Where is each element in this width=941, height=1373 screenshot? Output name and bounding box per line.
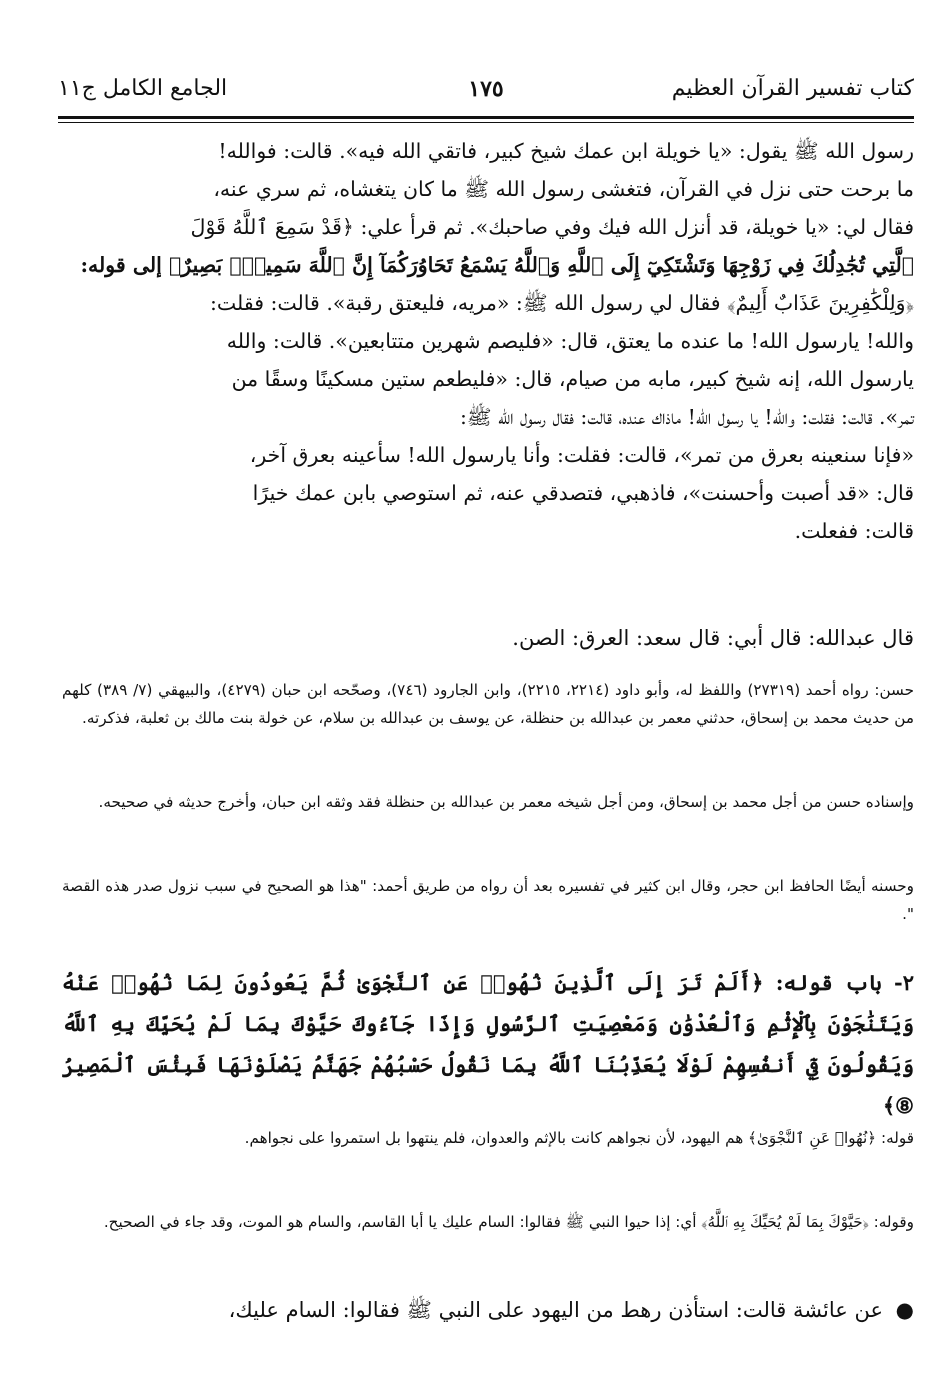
commentary-paragraph-2 [62, 1208, 914, 1236]
page-header [58, 76, 914, 112]
text-line: «فإنا سنعينه بعرق من تمر»، قالت: فقلت: وأنا يارسول الله! سأعينه بعرق آخر، [249, 443, 914, 467]
tahsin-text: وحسنه أيضًا الحافظ ابن حجر، وقال ابن كثير في تفسيره بعد أن رواه من طريق أحمد: "هذا هو الصحيح في سبب نزول صدر هذه القصة ". [62, 877, 914, 923]
tahsin-paragraph [62, 872, 914, 928]
text-line: قالت: ففعلت. [794, 519, 914, 543]
text-line: يارسول الله، إنه شيخ كبير، مابه من صيام، قال: «فليطعم ستين مسكينًا وسقًا من [231, 367, 914, 391]
takhrij-text: حسن: رواه أحمد (٢٧٣١٩) واللفظ له، وأبو داود (٢٢١٤، ٢٢١٥)، وابن الجارود (٧٤٦)، وصحّحه ابن حبان (٤٢٧٩)، والبيهقي (٧/ ٣٨٩) كلهم من حديث محمد بن إسحاق، حدثني معمر بن عبدالله بن حنظلة، عن يوسف بن عبدالله بن سلام، عن خولة بنت مالك بن ثعلبة، فذكرته. [62, 681, 914, 727]
bullet-icon: ● [895, 1298, 914, 1322]
chapter-label: ٢- باب قوله: [775, 970, 914, 995]
text-line: ما برحت حتى نزل في القرآن، فتغشى رسول الله ﷺ ما كان يتغشاه، ثم سري عنه، [213, 177, 914, 201]
text-line: قال: «قد أصبت وأحسنت»، فاذهبي، فتصدقي عنه، ثم استوصي بابن عمك خيرًا [252, 481, 914, 505]
commentary-paragraph [62, 1124, 914, 1152]
hadith-text [62, 132, 914, 550]
text-line: والله! يارسول الله! ما عنده ما يعتق، قال: «فليصم شهرين متتابعين». قالت: والله [226, 329, 914, 353]
commentary-text: قوله: ﴿نُهُوا۟ عَنِ ٱلنَّجْوَىٰ﴾ هم اليهود، لأن نجواهم كانت بالإثم والعدوان، فلم ينتهوا بل استمروا على نجواهم. [244, 1129, 914, 1147]
chapter-verse: ﴿أَلَمْ تَرَ إِلَى ٱلَّذِينَ نُهُوا۟ عَنِ ٱلنَّجْوَىٰ ثُمَّ يَعُودُونَ لِمَا نُهُوا۟ عَنْهُ وَيَتَنَٰجَوْنَ بِٱلْإِثْمِ وَٱلْعُدْوَٰنِ وَمَعْصِيَتِ ٱلرَّسُولِ وَإِذَا جَآءُوكَ حَيَّوْكَ بِمَا لَمْ يُحَيِّكَ بِهِ ٱللَّهُ وَيَقُولُونَ فِيٓ أَنفُسِهِمْ لَوْلَا يُعَذِّبُنَا ٱللَّهُ بِمَا نَقُولُ حَسْبُهُمْ جَهَنَّمُ يَصْلَوْنَهَا فَبِئْسَ ٱلْمَصِيرُ ⑧﴾ [62, 970, 914, 1118]
hadith-start-text: عن عائشة قالت: استأذن رهط من اليهود على النبي ﷺ فقالوا: السام عليك، [228, 1298, 883, 1322]
isnad-text: وإسناده حسن من أجل محمد بن إسحاق، ومن أجل شيخه معمر بن عبدالله بن حنظلة فقد وثقه ابن حبان، وأخرج حديثه في صحيحه. [98, 793, 914, 811]
text-line: فقال لي: «يا خويلة، قد أنزل الله فيك وفي صاحبك». ثم قرأ علي: ﴿قَدْ سَمِعَ ٱللَّهُ قَوْلَ [190, 215, 914, 239]
isnad-paragraph [62, 788, 914, 816]
text-line: تمر». قالت: فقلت: والله! يا رسول الله! ماذاك عنده، قالت: فقال رسول الله ﷺ: [459, 405, 914, 429]
header-rule-thick [58, 116, 914, 119]
text-line: رسول الله ﷺ يقول: «يا خويلة ابن عمك شيخ كبير، فاتقي الله فيه». قالت: فوالله! [218, 139, 914, 163]
page-number: ١٧٥ [468, 76, 504, 102]
hadith-start-line [62, 1290, 914, 1330]
volume-label: الجامع الكامل ج١١ [58, 76, 228, 101]
abdullah-note: قال عبدالله: قال أبي: قال سعد: العرق: الصن. [512, 626, 914, 650]
commentary-text-2: وقوله: ﴿حَيَّوْكَ بِمَا لَمْ يُحَيِّكَ بِهِ ٱللَّهُ﴾ أي: إذا حيوا النبي ﷺ فقالوا: السام عليك يا أبا القاسم، والسام هو الموت، وقد جاء في الصحيح. [103, 1213, 914, 1231]
takhrij-paragraph [62, 676, 914, 732]
header-rule-thin [58, 122, 914, 123]
book-title: كتاب تفسير القرآن العظيم [671, 76, 914, 101]
chapter-heading [62, 962, 914, 1126]
text-line: ﴿وَلِلْكَٰفِرِينَ عَذَابٌ أَلِيمٌ﴾ فقال لي رسول الله ﷺ: «مريه، فليعتق رقبة». قالت: فقلت: [210, 291, 914, 315]
quran-line: ٱلَّتِي تُجَٰدِلُكَ فِي زَوْجِهَا وَتَشْتَكِيٓ إِلَى ٱللَّهِ وَٱللَّهُ يَسْمَعُ تَحَاوُرَكُمَآ إِنَّ ٱللَّهَ سَمِيعٌۢ بَصِيرٌ﴾ إلى قوله: [80, 253, 914, 277]
